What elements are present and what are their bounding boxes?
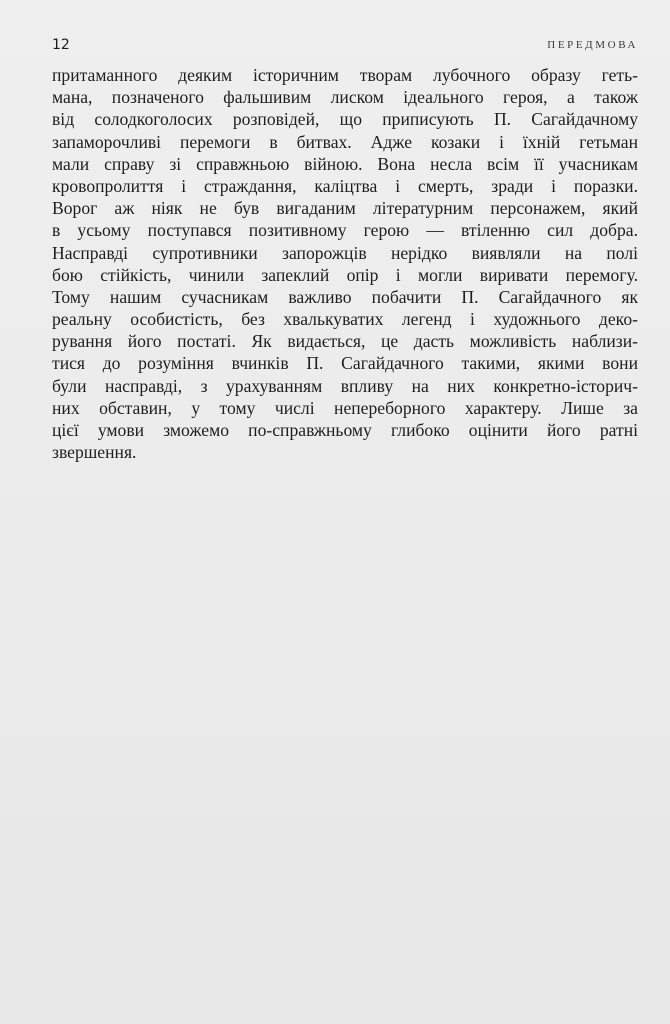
body-paragraph — [52, 64, 638, 463]
text-line: в усьому поступався позитивному герою — втіленню сил добра. — [52, 220, 638, 241]
text-line: кровопролиття і страждання, каліцтва і смерть, зради і поразки. — [52, 175, 638, 196]
text-line: були насправді, з урахуванням впливу на них конкретно-історич- — [52, 375, 638, 396]
text-line: тися до розуміння вчинків П. Сагайдачного такими, якими вони — [52, 353, 638, 374]
text-line: них обставин, у тому числі непереборного характеру. Лише за — [52, 397, 638, 418]
text-line: запаморочливі перемоги в битвах. Адже козаки і їхній гетьман — [52, 131, 638, 152]
page-number: 12 — [52, 37, 70, 53]
section-title: ПЕРЕДМОВА — [547, 39, 638, 51]
text-line: Тому нашим сучасникам важливо побачити П. Сагайдачного як — [52, 286, 638, 307]
text-line: реальну особистість, без хвалькуватих легенд і художнього деко- — [52, 309, 638, 330]
text-line: цієї умови зможемо по-справжньому глибоко оцінити його ратні — [52, 420, 638, 440]
text-line: звершення. — [52, 442, 137, 463]
text-line: притаманного деяким історичним творам лубочного образу геть- — [52, 65, 638, 85]
text-line: Насправді супротивники запорожців нерідко виявляли на полі — [52, 242, 638, 263]
text-line: мали справу зі справжньою війною. Вона несла всім її учасникам — [52, 153, 638, 174]
text-line: від солодкоголосих розповідей, що приписують П. Сагайдачному — [52, 109, 638, 130]
text-line: Ворог аж ніяк не був вигаданим літературним персонажем, який — [52, 198, 638, 219]
text-line: бою стійкість, чинили запеклий опір і могли виривати перемогу. — [52, 264, 638, 285]
text-line: мана, позначеного фальшивим лиском ідеального героя, а також — [52, 87, 638, 108]
running-head — [52, 36, 638, 56]
text-line: рування його постаті. Як видається, це дасть можливість наблизи- — [52, 331, 638, 352]
